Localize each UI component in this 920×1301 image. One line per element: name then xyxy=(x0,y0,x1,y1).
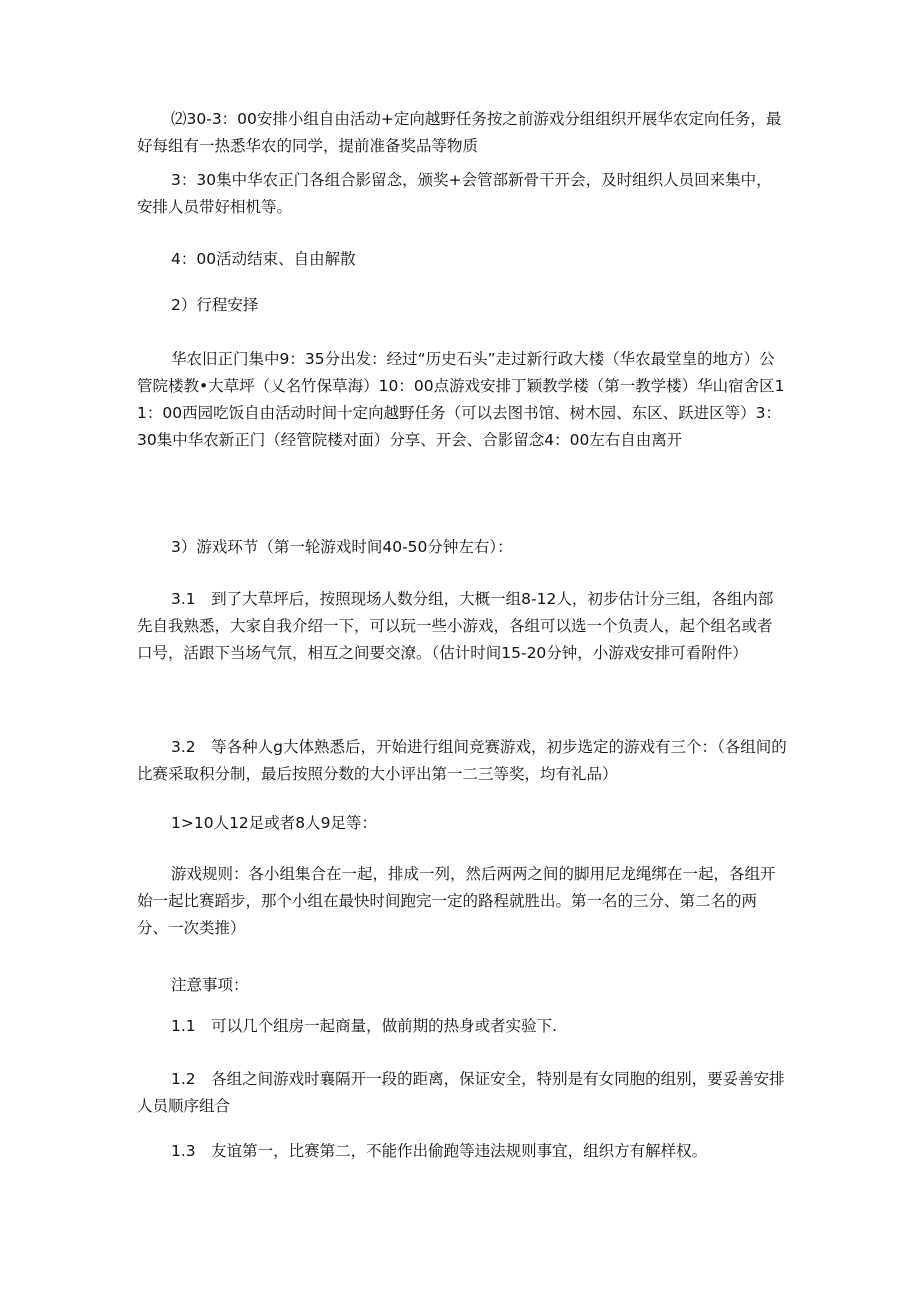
paragraph-note-1-3: 1.3 友谊第一，比赛第二，不能作出偷跑等违法规则事宜，组织方有解样权。 xyxy=(171,1142,708,1160)
paragraph-step-3-2: 3.2 等各种人g大体熟悉后，开始进行组间竞赛游戏，初步选定的游戏有三个：（各组间的比赛采取积分制，最后按照分数的大小评出第一二三等奖，均有礼品） xyxy=(137,738,787,783)
heading-itinerary: 2）行程安择 xyxy=(171,296,259,314)
paragraph-game-rules: 游戏规则：各小组集合在一起，排成一列，然后两两之间的脚用尼龙绳绑在一起，各组开始一起比赛蹈步，那个小组在最快时间跑完一定的路程就胜出。第一名的三分、第二名的两分、一次类推） xyxy=(137,865,776,937)
paragraph-activity-schedule: ⑵30-3：00安排小组自由活动+定向越野任务按之前游戏分组组织开展华农定向任务，最好每组有一热悉华农的同学，提前准备奖品等物质 xyxy=(137,110,782,155)
paragraph-note-1-1: 1.1 可以几个组房一起商量，做前期的热身或者实验下. xyxy=(171,1017,558,1035)
heading-notes: 注意事项： xyxy=(171,976,249,994)
paragraph-note-1-2: 1.2 各组之间游戏时襄隔开一段的距离，保证安全，特别是有女同胞的组别，要妥善安排人员顺序组合 xyxy=(137,1070,785,1115)
paragraph-activity-end: 4：00活动结束、自由解散 xyxy=(171,250,356,268)
paragraph-group-photo: 3：30集中华农正门各组合影留念，颁奖+会管部新骨干开会，及时组织人员回来集中，安排人员带好相机等。 xyxy=(137,171,772,216)
paragraph-itinerary-details: 华农旧正门集中9：35分出发：经过“历史石头”走过新行政大楼（华农最堂皇的地方）公管院楼教•大草坪（乂名竹保草海）10：00点游戏安排丁颖教学楼（第一教学楼）华山宿舍区11：00西园吃饭自由活动时间十定向越野任务（可以去图书馆、树木园、东区、跃进区等）3：30集中华农新正门（经管院楼对面）分享、开会、合影留念4：00左右自由离开 xyxy=(137,350,785,449)
heading-game-section: 3）游戏环节（第一轮游戏时间40-50分钟左右）： xyxy=(171,538,513,556)
paragraph-step-3-1: 3.1 到了大草坪后，按照现场人数分组，大概一组8-12人，初步估计分三组，各组内部先自我熟悉，大家自我介绍一下，可以玩一些小游戏，各组可以选一个负责人，起个组名或者口号，活跟下当场气氘，相互之间要交潦。（估计时间15-20分钟，小游戏安排可看附件） xyxy=(137,590,774,662)
heading-game-1: 1>10人12足或者8人9足等： xyxy=(171,814,378,832)
